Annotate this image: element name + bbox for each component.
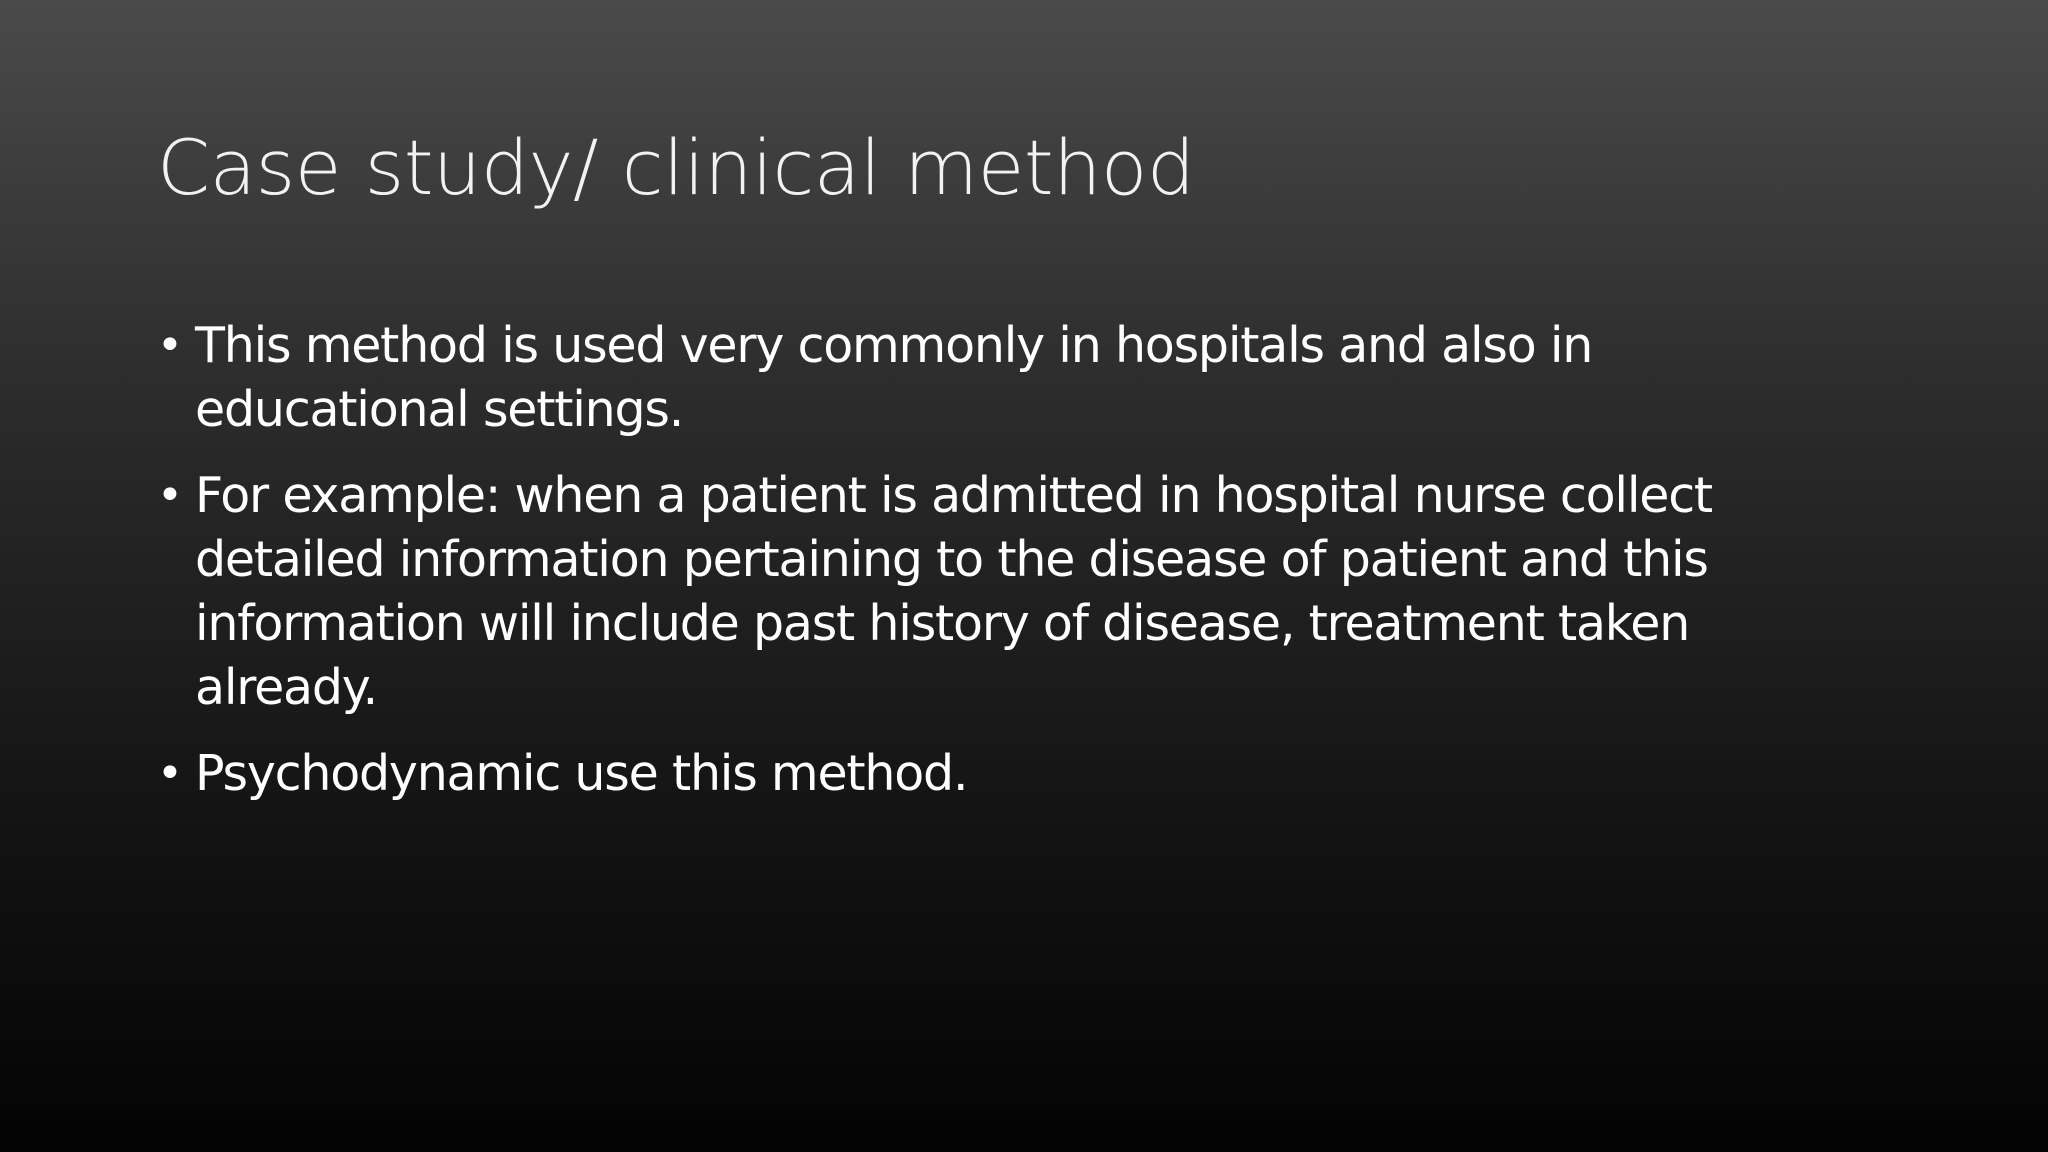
bullet-text: Psychodynamic use this method. xyxy=(195,745,968,802)
slide-title: Case study/ clinical method xyxy=(157,123,1195,212)
bullet-dot-icon: • xyxy=(157,320,182,371)
bullet-dot-icon: • xyxy=(157,748,182,799)
bullet-item xyxy=(157,742,1857,806)
bullet-text: For example: when a patient is admitted in hospital nurse collect detailed information pertaining to the disease of patient and this information will include past history of disease, treatment taken already. xyxy=(195,467,1712,716)
bullet-text: This method is used very commonly in hospitals and also in educational settings. xyxy=(195,317,1593,438)
bullet-dot-icon: • xyxy=(157,470,182,521)
bullet-item xyxy=(157,464,1857,720)
bullet-list xyxy=(157,314,1857,828)
bullet-item xyxy=(157,314,1857,442)
